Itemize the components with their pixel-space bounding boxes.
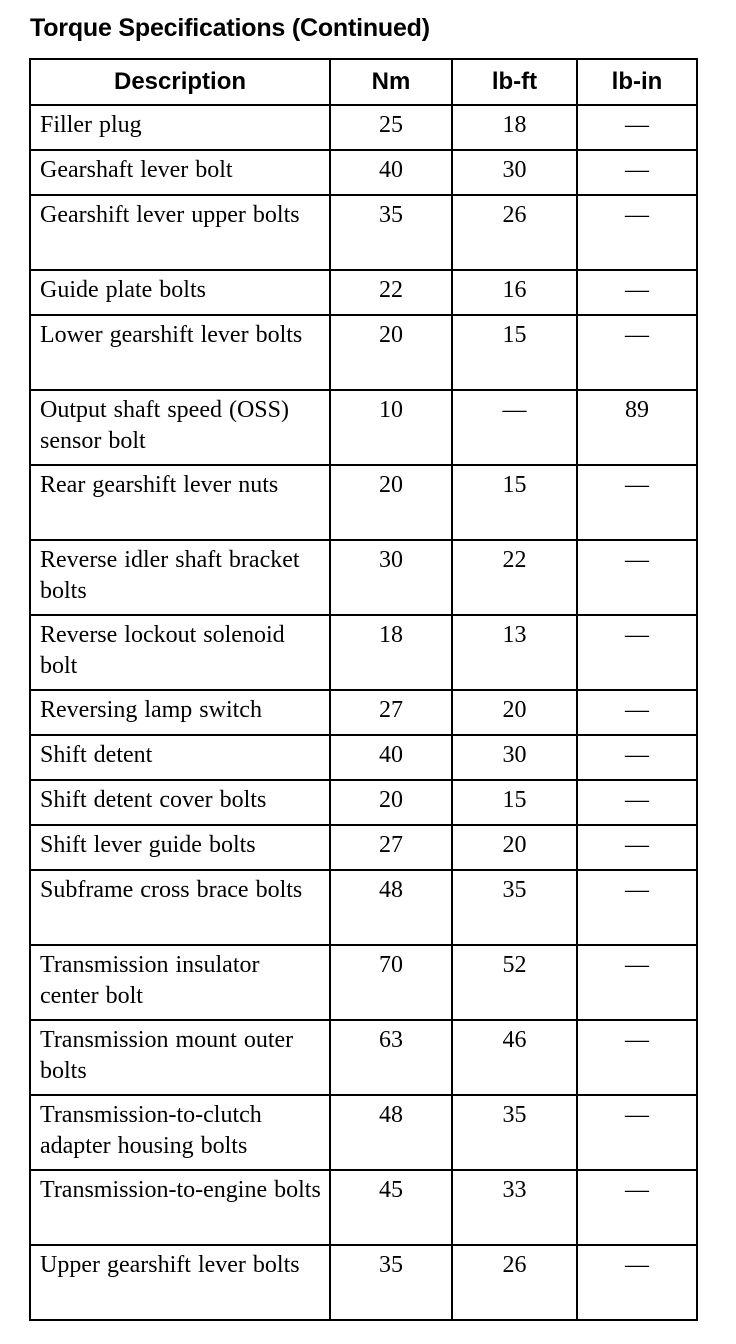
cell-nm: 45 — [330, 1170, 452, 1245]
table-row — [30, 390, 697, 465]
header-nm: Nm — [330, 59, 452, 105]
cell-lb-in: — — [577, 1095, 697, 1170]
cell-description: Gearshaft lever bolt — [30, 150, 330, 195]
table-row — [30, 945, 697, 1020]
cell-lb-ft: 30 — [452, 150, 577, 195]
cell-lb-ft: 16 — [452, 270, 577, 315]
table-row — [30, 150, 697, 195]
table-row — [30, 615, 697, 690]
cell-description: Shift detent cover bolts — [30, 780, 330, 825]
cell-lb-in: — — [577, 870, 697, 945]
cell-lb-ft: 15 — [452, 315, 577, 390]
cell-lb-ft: 18 — [452, 105, 577, 150]
header-lb-ft: lb-ft — [452, 59, 577, 105]
table-row — [30, 105, 697, 150]
cell-nm: 48 — [330, 1095, 452, 1170]
cell-lb-in: — — [577, 150, 697, 195]
cell-description: Reverse lockout solenoid bolt — [30, 615, 330, 690]
cell-lb-ft: 46 — [452, 1020, 577, 1095]
table-row — [30, 540, 697, 615]
cell-nm: 30 — [330, 540, 452, 615]
cell-description: Rear gearshift lever nuts — [30, 465, 330, 540]
table-row — [30, 1095, 697, 1170]
cell-nm: 35 — [330, 195, 452, 270]
cell-nm: 10 — [330, 390, 452, 465]
table-row — [30, 465, 697, 540]
cell-description: Lower gearshift lever bolts — [30, 315, 330, 390]
cell-lb-ft: 13 — [452, 615, 577, 690]
table-row — [30, 195, 697, 270]
cell-nm: 22 — [330, 270, 452, 315]
cell-description: Output shaft speed (OSS) sensor bolt — [30, 390, 330, 465]
cell-description: Gearshift lever upper bolts — [30, 195, 330, 270]
table-row — [30, 780, 697, 825]
torque-spec-table — [29, 58, 698, 1321]
table-row — [30, 315, 697, 390]
table-row — [30, 1020, 697, 1095]
table-header-row — [30, 59, 697, 105]
cell-description: Subframe cross brace bolts — [30, 870, 330, 945]
cell-nm: 48 — [330, 870, 452, 945]
cell-lb-ft: 26 — [452, 195, 577, 270]
cell-description: Transmission-to-clutch adapter housing bolts — [30, 1095, 330, 1170]
cell-nm: 25 — [330, 105, 452, 150]
cell-lb-ft: 15 — [452, 465, 577, 540]
cell-description: Guide plate bolts — [30, 270, 330, 315]
cell-nm: 40 — [330, 735, 452, 780]
cell-description: Shift lever guide bolts — [30, 825, 330, 870]
cell-lb-ft: 35 — [452, 1095, 577, 1170]
cell-nm: 27 — [330, 825, 452, 870]
cell-lb-ft: 15 — [452, 780, 577, 825]
cell-lb-in: — — [577, 315, 697, 390]
cell-description: Reversing lamp switch — [30, 690, 330, 735]
page-title: Torque Specifications (Continued) — [30, 14, 430, 42]
cell-nm: 20 — [330, 465, 452, 540]
cell-lb-ft: 35 — [452, 870, 577, 945]
cell-lb-ft: 26 — [452, 1245, 577, 1320]
cell-description: Shift detent — [30, 735, 330, 780]
cell-lb-ft: 33 — [452, 1170, 577, 1245]
cell-description: Transmission mount outer bolts — [30, 1020, 330, 1095]
cell-description: Upper gearshift lever bolts — [30, 1245, 330, 1320]
cell-lb-in: — — [577, 105, 697, 150]
header-lb-in: lb-in — [577, 59, 697, 105]
table-row — [30, 825, 697, 870]
cell-lb-in: — — [577, 825, 697, 870]
cell-nm: 27 — [330, 690, 452, 735]
cell-lb-ft: 52 — [452, 945, 577, 1020]
cell-lb-in: — — [577, 690, 697, 735]
table-row — [30, 1245, 697, 1320]
table-row — [30, 870, 697, 945]
cell-lb-ft: 20 — [452, 825, 577, 870]
cell-description: Transmission-to-engine bolts — [30, 1170, 330, 1245]
cell-nm: 20 — [330, 315, 452, 390]
cell-lb-in: — — [577, 945, 697, 1020]
cell-nm: 40 — [330, 150, 452, 195]
table-row — [30, 735, 697, 780]
cell-lb-in: — — [577, 615, 697, 690]
table-row — [30, 1170, 697, 1245]
cell-description: Transmission insulator center bolt — [30, 945, 330, 1020]
cell-nm: 70 — [330, 945, 452, 1020]
cell-nm: 20 — [330, 780, 452, 825]
cell-lb-in: — — [577, 270, 697, 315]
cell-lb-in: — — [577, 465, 697, 540]
cell-lb-in: — — [577, 540, 697, 615]
cell-description: Reverse idler shaft bracket bolts — [30, 540, 330, 615]
table-row — [30, 270, 697, 315]
cell-lb-in: — — [577, 195, 697, 270]
cell-lb-in: 89 — [577, 390, 697, 465]
cell-lb-ft: 30 — [452, 735, 577, 780]
cell-lb-ft: 22 — [452, 540, 577, 615]
cell-lb-in: — — [577, 1170, 697, 1245]
table-row — [30, 690, 697, 735]
cell-lb-in: — — [577, 1020, 697, 1095]
cell-lb-in: — — [577, 780, 697, 825]
cell-nm: 63 — [330, 1020, 452, 1095]
cell-lb-ft: — — [452, 390, 577, 465]
header-description: Description — [30, 59, 330, 105]
cell-lb-in: — — [577, 1245, 697, 1320]
cell-nm: 35 — [330, 1245, 452, 1320]
cell-lb-in: — — [577, 735, 697, 780]
cell-description: Filler plug — [30, 105, 330, 150]
cell-nm: 18 — [330, 615, 452, 690]
cell-lb-ft: 20 — [452, 690, 577, 735]
